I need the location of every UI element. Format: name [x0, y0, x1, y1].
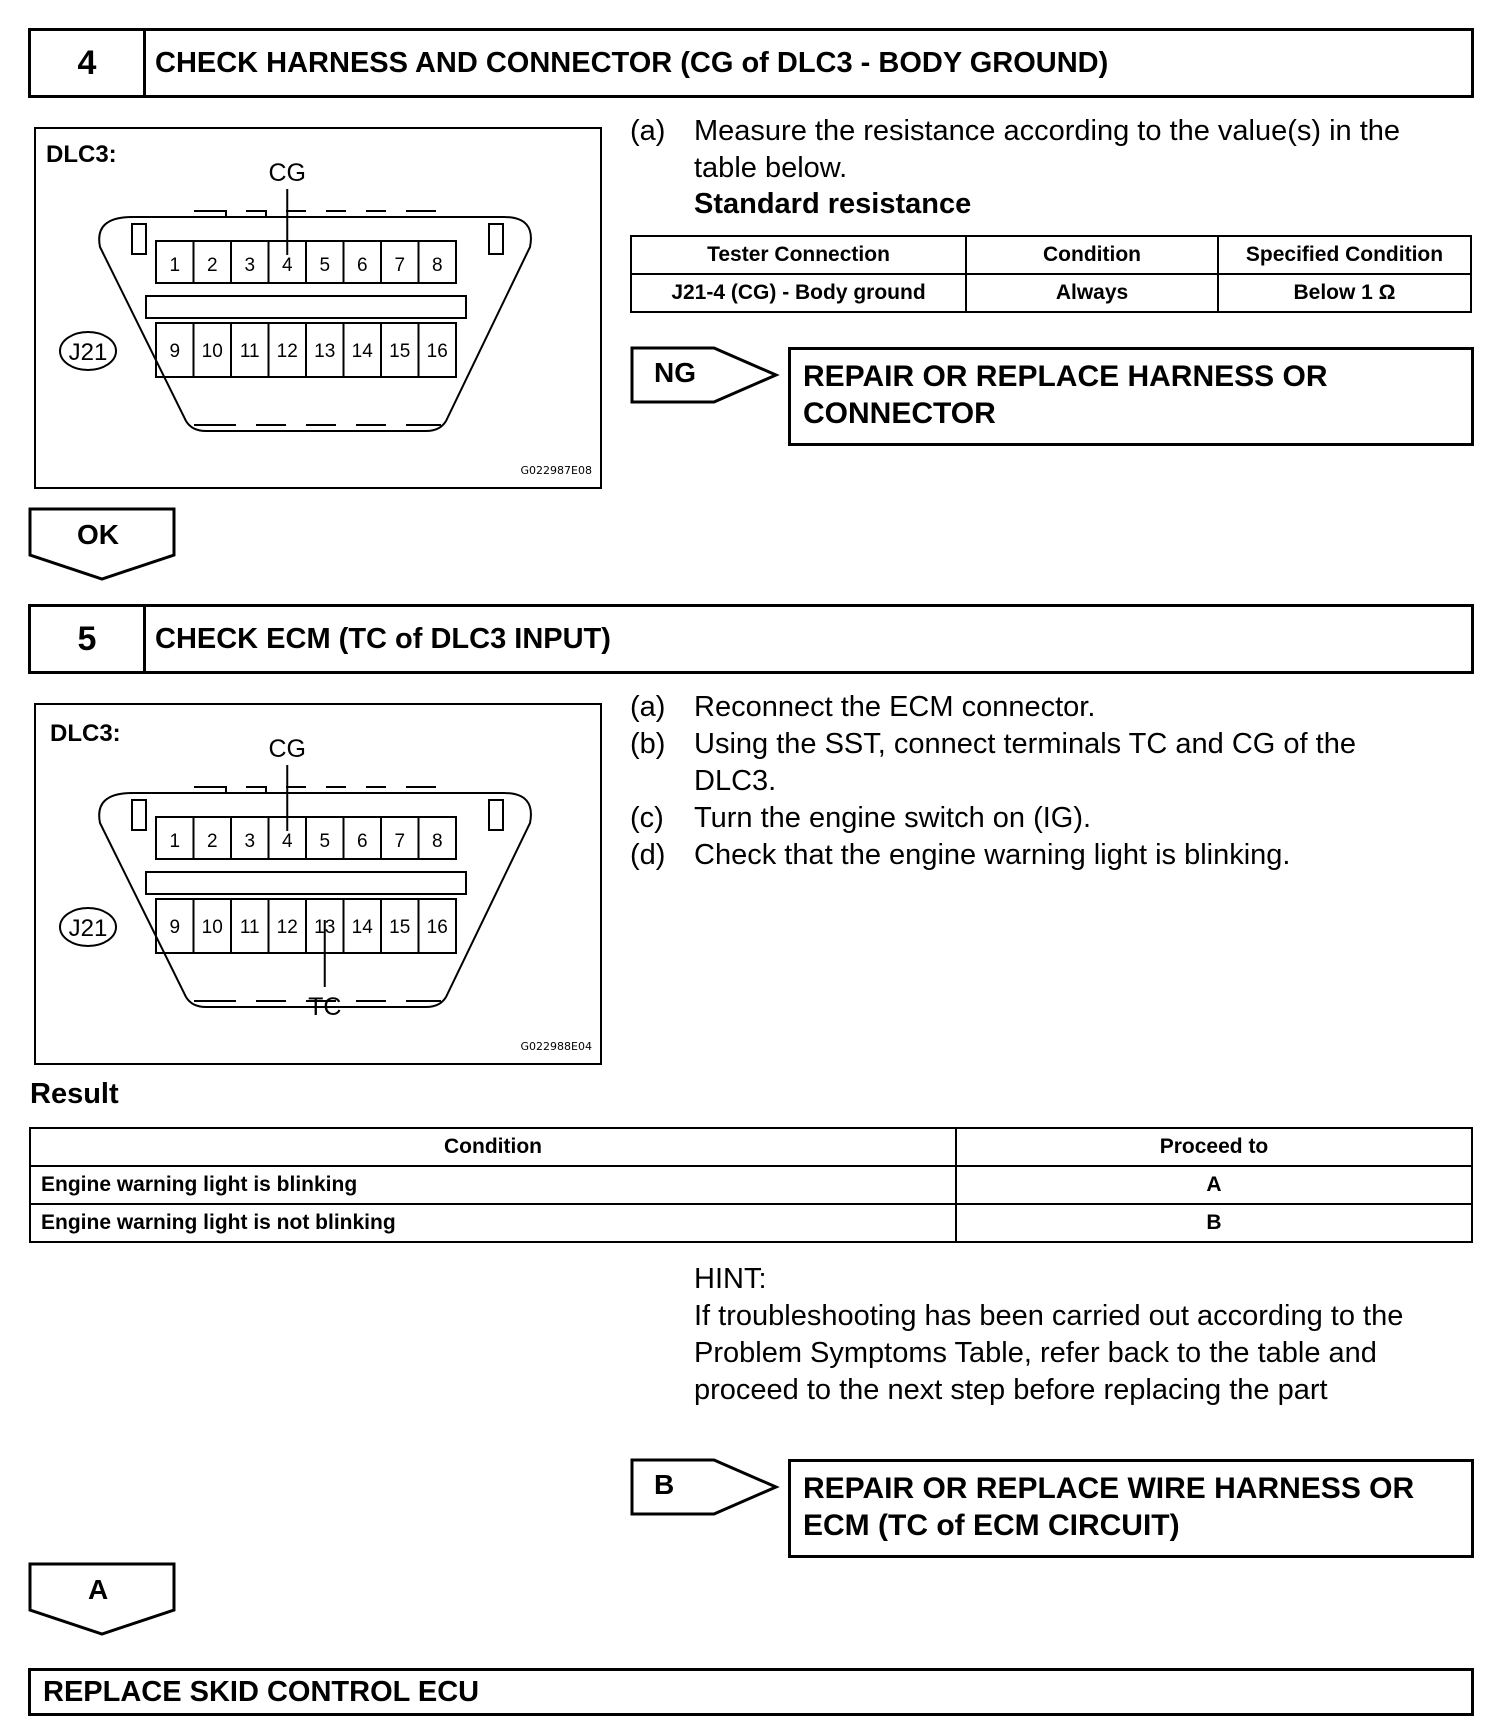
- pin-label: 8: [431, 831, 443, 852]
- step-5-header: [28, 604, 1474, 674]
- pin-label: 7: [394, 831, 406, 852]
- step-4-number: 4: [31, 31, 146, 95]
- pin-label: 10: [201, 341, 223, 362]
- pin-label: 1: [169, 831, 181, 852]
- connector-latch: [132, 800, 146, 830]
- table-header: Proceed to: [956, 1128, 1472, 1166]
- hint-text: Problem Symptoms Table, refer back to the table and: [694, 1337, 1377, 1369]
- pin-label: 13: [314, 341, 336, 362]
- hint-text: If troubleshooting has been carried out according to the: [694, 1300, 1404, 1332]
- pin-label: 11: [239, 341, 260, 362]
- connector-id-label: J21: [68, 915, 108, 942]
- pin-label: 16: [426, 917, 448, 938]
- pin-label: 12: [276, 917, 298, 938]
- table-header: Tester Connection: [631, 236, 966, 274]
- table-cell: Engine warning light is blinking: [30, 1166, 956, 1204]
- cg-label: CG: [268, 159, 306, 187]
- hint-label: HINT:: [694, 1263, 767, 1295]
- pin-label: 9: [169, 341, 181, 362]
- table-cell: Engine warning light is not blinking: [30, 1204, 956, 1242]
- pin-label: 3: [244, 255, 256, 276]
- dlc3-figure-step5: [34, 703, 602, 1065]
- instruction-a: [630, 113, 1470, 187]
- hint-text: proceed to the next step before replacing the part: [694, 1374, 1328, 1406]
- pin-label: 10: [201, 917, 223, 938]
- pin-label: 12: [276, 341, 298, 362]
- table-row: [30, 1204, 1472, 1242]
- standard-resistance-heading: Standard resistance: [694, 188, 972, 220]
- b-tag: B: [630, 1458, 780, 1516]
- a-tag: A: [28, 1562, 178, 1638]
- connector-latch: [489, 800, 503, 830]
- pin-label: 7: [394, 255, 406, 276]
- pin-label: 14: [351, 917, 373, 938]
- pin-label: 8: [431, 255, 443, 276]
- table-header: Specified Condition: [1218, 236, 1471, 274]
- connector-latch: [132, 224, 146, 254]
- hint-block: [694, 1261, 1484, 1409]
- step-5-title: CHECK ECM (TC of DLC3 INPUT): [155, 622, 611, 655]
- right-arrow-tag-icon: [630, 346, 780, 404]
- dlc3-figure-step4: [34, 127, 602, 489]
- pin-label: 13: [314, 917, 336, 938]
- pin-label: 16: [426, 341, 448, 362]
- connector-divider: [146, 872, 466, 894]
- pin-label: 2: [206, 831, 218, 852]
- cg-label: CG: [268, 735, 306, 763]
- table-cell: J21-4 (CG) - Body ground: [631, 274, 966, 312]
- pin-label: 5: [319, 255, 331, 276]
- pin-label: 6: [356, 831, 368, 852]
- connector-id-label: J21: [68, 339, 108, 366]
- result-heading: Result: [30, 1078, 119, 1110]
- table-cell: B: [956, 1204, 1472, 1242]
- pin-label: 3: [244, 831, 256, 852]
- b-action-box: REPAIR OR REPLACE WIRE HARNESS OR ECM (TC of ECM CIRCUIT): [788, 1459, 1474, 1558]
- connector-divider: [146, 296, 466, 318]
- instruction-text: Measure the resistance according to the value(s) in the table below.: [694, 115, 1401, 184]
- figure-label: DLC3:: [46, 141, 117, 168]
- ng-tag: NG: [630, 346, 780, 404]
- final-step-box: [28, 1668, 1474, 1716]
- pin-label: 5: [319, 831, 331, 852]
- step-5-number: 5: [31, 607, 146, 671]
- step-4-title: CHECK HARNESS AND CONNECTOR (CG of DLC3 - BODY GROUND): [155, 46, 1109, 79]
- instruction-d: (d) Check that the engine warning light is blinking.: [630, 839, 1291, 871]
- pin-label: 9: [169, 917, 181, 938]
- instruction-c: (c) Turn the engine switch on (IG).: [630, 802, 1092, 834]
- table-cell: Always: [966, 274, 1218, 312]
- final-step-title: REPLACE SKID CONTROL ECU: [43, 1676, 480, 1708]
- instruction-b: (b) Using the SST, connect terminals TC and CG of the DLC3.: [630, 728, 1356, 797]
- pin-label: 14: [351, 341, 373, 362]
- pin-label: 11: [239, 917, 260, 938]
- connector-latch: [489, 224, 503, 254]
- table-row: [631, 274, 1471, 312]
- instruction-a: (a) Reconnect the ECM connector.: [630, 691, 1096, 723]
- pin-label: 4: [281, 255, 293, 276]
- figure-label: DLC3:: [50, 720, 121, 747]
- table-cell: A: [956, 1166, 1472, 1204]
- pin-label: 6: [356, 255, 368, 276]
- step-4-header: [28, 28, 1474, 98]
- table-cell: Below 1 Ω: [1218, 274, 1471, 312]
- pin-label: 15: [389, 917, 411, 938]
- ok-tag: OK: [28, 507, 178, 583]
- instruction-letter: (a): [630, 115, 666, 147]
- table-header: Condition: [966, 236, 1218, 274]
- right-arrow-tag-icon: [630, 1458, 780, 1516]
- ng-action-box: REPAIR OR REPLACE HARNESS OR CONNECTOR: [788, 347, 1474, 446]
- dlc3-connector-diagram: [36, 129, 604, 491]
- tc-label: TC: [308, 993, 342, 1021]
- figure-code: G022988E04: [520, 1040, 592, 1053]
- table-header: Condition: [30, 1128, 956, 1166]
- resistance-table: [630, 235, 1472, 313]
- result-table: [29, 1127, 1473, 1243]
- pin-label: 1: [169, 255, 181, 276]
- table-row: [30, 1166, 1472, 1204]
- figure-code: G022987E08: [520, 464, 592, 477]
- pin-label: 4: [281, 831, 293, 852]
- pin-label: 15: [389, 341, 411, 362]
- dlc3-connector-diagram: [36, 705, 604, 1067]
- pin-label: 2: [206, 255, 218, 276]
